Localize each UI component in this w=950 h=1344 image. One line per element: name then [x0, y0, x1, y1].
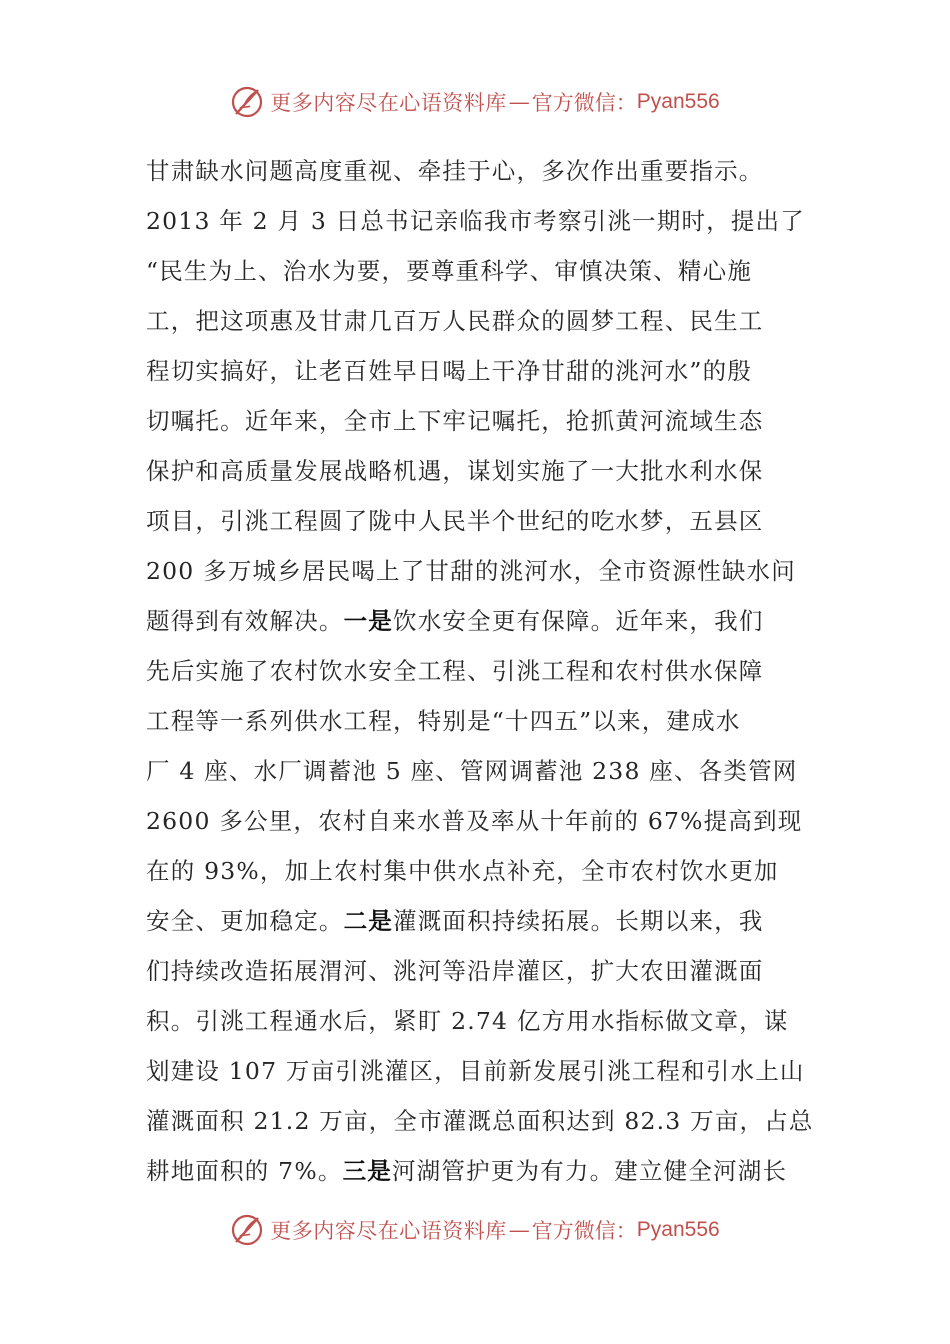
text-segment: 题得到有效解决。 — [146, 607, 344, 635]
text-line — [146, 696, 810, 746]
text-segment: 饮水安全更有保障。近年来，我们 — [393, 607, 764, 635]
document-body — [146, 146, 814, 1196]
text-line — [146, 1046, 810, 1096]
text-segment: 耕地面积的 7%。 — [146, 1157, 343, 1185]
emphasis-label: 二是 — [343, 907, 394, 935]
text-line — [146, 946, 810, 996]
text-segment: 灌溉面积 21.2 万亩，全市灌溉总面积达到 82.3 万亩，占总 — [146, 1107, 814, 1135]
text-segment: 项目，引洮工程圆了陇中人民半个世纪的吃水梦，五县区 — [146, 507, 764, 535]
text-segment: 先后实施了农村饮水安全工程、引洮工程和农村供水保障 — [146, 657, 764, 685]
text-line — [146, 146, 810, 196]
banner-separator: — — [508, 90, 530, 114]
text-segment: 程切实搞好，让老百姓早日喝上干净甘甜的洮河水”的殷 — [146, 357, 753, 385]
banner-title: 更多内容尽在心语资料库 — [270, 91, 507, 115]
text-line — [146, 496, 810, 546]
banner-official-label: 官方微信： — [531, 91, 637, 115]
text-line — [146, 546, 810, 596]
text-line — [146, 246, 810, 296]
text-line — [146, 296, 810, 346]
text-line — [146, 796, 810, 846]
quill-logo-icon — [230, 84, 266, 120]
banner-official-label: 官方微信： — [531, 1219, 637, 1243]
text-segment: “民生为上、治水为要，要尊重科学、审慎决策、精心施 — [146, 257, 753, 285]
text-segment: 在的 93%，加上农村集中供水点补充，全市农村饮水更加 — [146, 857, 779, 885]
text-segment: 划建设 107 万亩引洮灌区，目前新发展引洮工程和引水上山 — [146, 1057, 805, 1085]
quill-logo-icon — [230, 1212, 266, 1248]
text-line — [146, 596, 810, 646]
text-segment: 河湖管护更为有力。建立健全河湖长 — [391, 1157, 788, 1185]
text-segment: 2600 多公里，农村自来水普及率从十年前的 67%提高到现 — [146, 807, 803, 835]
text-line — [146, 1096, 814, 1146]
text-segment: 切嘱托。近年来，全市上下牢记嘱托，抢抓黄河流域生态 — [146, 407, 764, 435]
text-line — [146, 846, 810, 896]
banner-separator: — — [508, 1218, 530, 1242]
text-line — [146, 1146, 810, 1196]
text-line — [146, 746, 810, 796]
banner-title: 更多内容尽在心语资料库 — [270, 1219, 507, 1243]
emphasis-label: 三是 — [342, 1157, 392, 1185]
text-segment: 厂 4 座、水厂调蓄池 5 座、管网调蓄池 238 座、各类管网 — [146, 757, 798, 785]
text-segment: 们持续改造拓展渭河、洮河等沿岸灌区，扩大农田灌溉面 — [146, 957, 764, 985]
text-line — [146, 196, 810, 246]
text-line — [146, 646, 810, 696]
text-segment: 2013 年 2 月 3 日总书记亲临我市考察引洮一期时，提出了 — [146, 207, 805, 235]
text-segment: 200 多万城乡居民喝上了甘甜的洮河水，全市资源性缺水问 — [146, 557, 796, 585]
text-segment: 安全、更加稳定。 — [146, 907, 344, 935]
text-segment: 灌溉面积持续拓展。长期以来，我 — [393, 907, 764, 935]
text-segment: 工，把这项惠及甘肃几百万人民群众的圆梦工程、民生工 — [146, 307, 764, 335]
text-segment: 工程等一系列供水工程，特别是“十四五”以来，建成水 — [146, 707, 741, 735]
emphasis-label: 一是 — [343, 607, 394, 635]
text-line — [146, 896, 810, 946]
text-line — [146, 996, 810, 1046]
footer-banner — [0, 1210, 950, 1250]
text-segment: 积。引洮工程通水后，紧盯 2.74 亿方用水指标做文章，谋 — [146, 1007, 789, 1035]
text-line — [146, 346, 810, 396]
text-segment: 甘肃缺水问题高度重视、牵挂于心，多次作出重要指示。 — [146, 157, 764, 185]
header-banner — [0, 82, 950, 122]
text-segment: 保护和高质量发展战略机遇，谋划实施了一大批水利水保 — [146, 457, 764, 485]
banner-wechat-id: Pyan556 — [636, 90, 720, 113]
text-line — [146, 446, 810, 496]
text-line — [146, 396, 810, 446]
banner-wechat-id: Pyan556 — [636, 1218, 720, 1241]
